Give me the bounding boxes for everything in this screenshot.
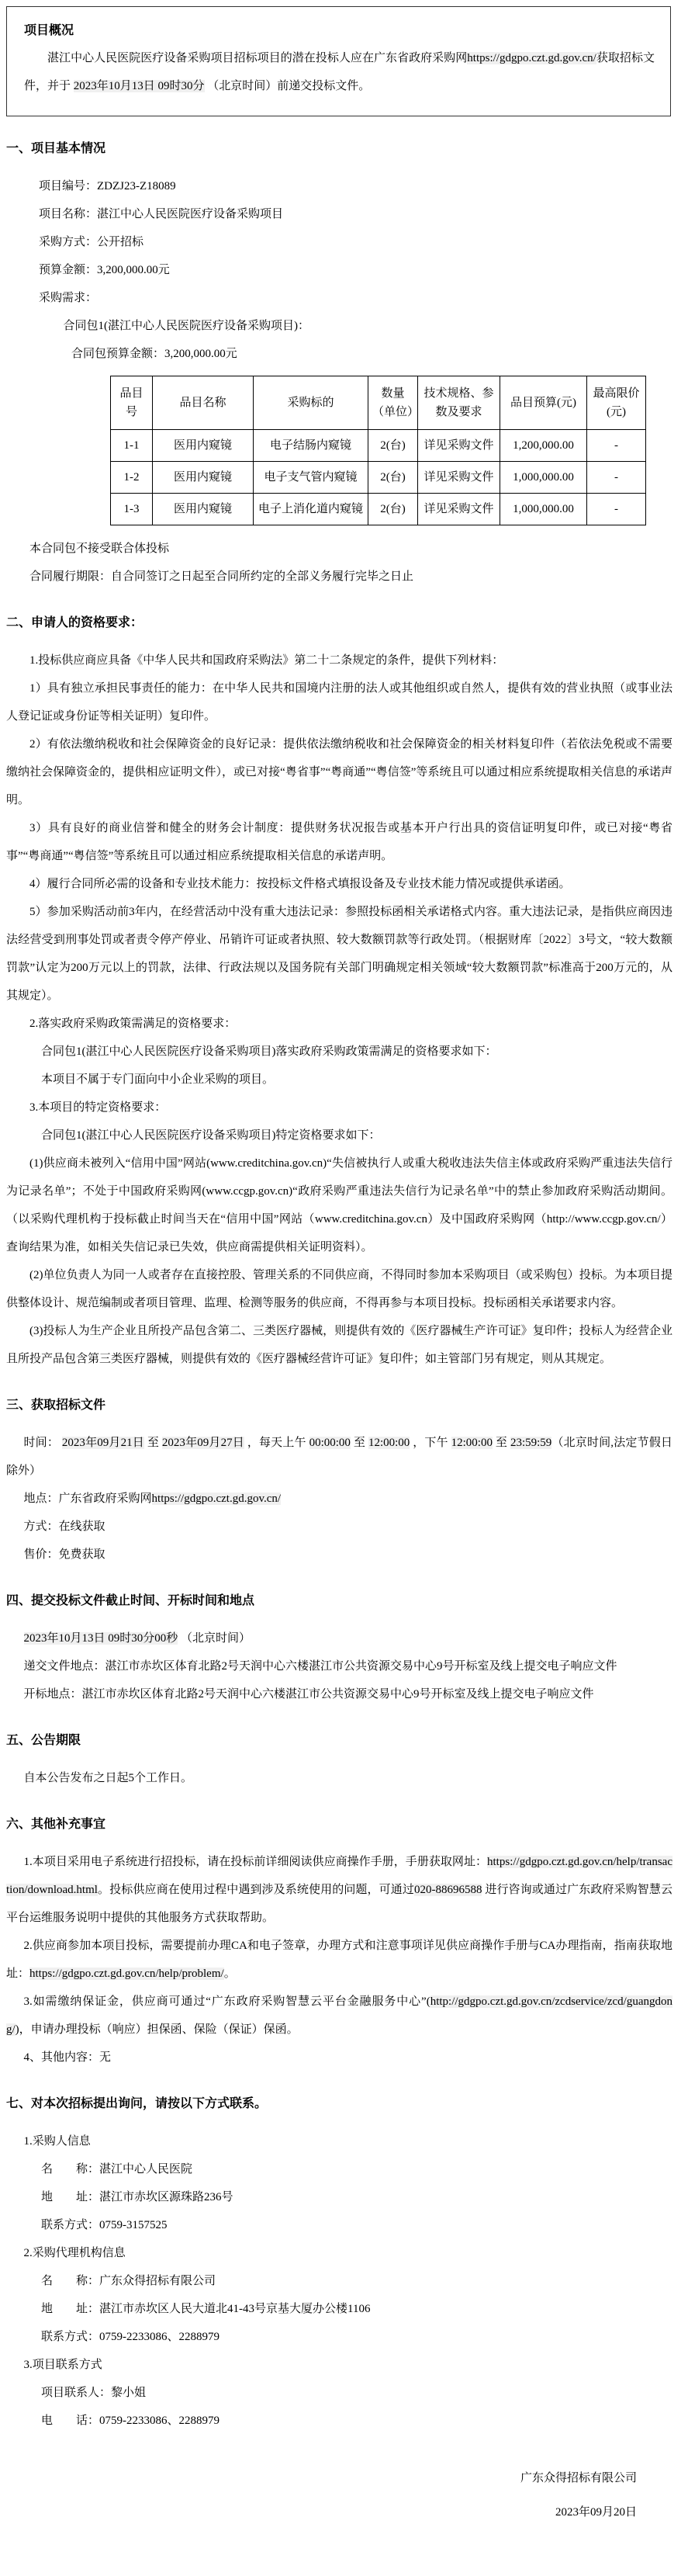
signature-block: [6, 2461, 672, 2529]
project-name-label: 项目名称：: [39, 208, 98, 220]
bid-deadline-datetime: 2023年10月13日 09时30分: [73, 80, 205, 92]
qualification-para: 4）履行合同所必需的设备和专业技术能力：按投标文件格式填报设备及专业技术能力情况或提供承诺函。: [29, 878, 571, 890]
qualification-para: 1.投标供应商应具备《中华人民共和国政府采购法》第二十二条规定的条件，提供下列材料：: [29, 654, 504, 667]
document-time-line: [6, 1429, 672, 1485]
col-header-quantity: 数量（单位）: [368, 376, 418, 430]
section2-heading: 二、申请人的资格要求：: [6, 616, 143, 629]
budget-label: 预算金额：: [39, 264, 98, 276]
table-row: [111, 494, 646, 525]
cell-item-no: 1-2: [111, 462, 153, 494]
section5-heading: 五、公告期限: [6, 1734, 81, 1747]
col-header-max-price: 最高限价(元): [587, 376, 646, 430]
project-contact-person-line: [6, 2379, 672, 2407]
agency-contact-label: 联系方式：: [41, 2331, 100, 2343]
purchaser-contact-label: 联系方式：: [41, 2219, 100, 2231]
agency-address-value: 湛江市赤坎区人民大道北41-43号京基大厦办公楼1106: [99, 2303, 371, 2315]
am-sep: 至: [350, 1437, 368, 1449]
overview-text-after-url: 获取招标文件，并于: [24, 52, 655, 92]
method-label: 方式：: [23, 1520, 59, 1533]
qualification-para: (3)投标人为生产企业且所投产品包含第二、三类医疗器械，则提供有效的《医疗器械生产许可证》复印件；投标人为经营企业且所投产品包含第三类医疗器械，则提供有效的《医疗器械经营许可证》复印件；如主管部门另有规定，则从其规定。: [6, 1325, 672, 1365]
cell-item-budget: 1,000,000.00: [500, 494, 587, 525]
purchaser-contact-value: 0759-3157525: [99, 2219, 168, 2231]
pm-to: 23:59:59: [510, 1437, 552, 1449]
qualification-para: 2.落实政府采购政策需满足的资格要求：: [29, 1018, 237, 1030]
qualification-para: (2)单位负责人为同一人或者存在直接控股、管理关系的不同供应商，不得同时参加本采购项目（或采购包）投标。为本项目提供整体设计、规范编制或者项目管理、监理、检测等服务的供应商，不得再参与本项目投标。投标函相关承诺要求内容。: [6, 1269, 672, 1309]
agency-contact-value: 0759-2233086、2288979: [99, 2331, 220, 2343]
cell-max-price: -: [587, 430, 646, 462]
supplement2-prefix: 2.供应商参加本项目投标，需要提前办理CA和电子签章，办理方式和注意事项详见供应商操作手册与CA办理指南，指南获取地址：: [6, 1940, 672, 1980]
qualification-para: 5）参加采购活动前3年内，在经营活动中没有重大违法记录：参照投标函相关承诺格式内容。重大违法记录，是指供应商因违法经营受到刑事处罚或者责令停产停业、吊销许可证或者执照、较大数额罚款等行政处罚。（根据财库〔2022〕3号文，“较大数额罚款”认定为200万元以上的罚款，法律、行政法规以及国务院有关部门明确规定相关领域“较大数额罚款”标准高于200万元的，从其规定）。: [6, 906, 672, 1002]
agency-name-value: 广东众得招标有限公司: [99, 2275, 216, 2287]
project-contact-title: 3.项目联系方式: [23, 2359, 102, 2371]
purchaser-name-line: [6, 2155, 672, 2183]
signature-org: 广东众得招标有限公司: [520, 2472, 637, 2484]
document-place-line: [6, 1485, 672, 1513]
procurement-method-label: 采购方式：: [39, 236, 98, 248]
project-number-value: ZDZJ23-Z18089: [97, 180, 176, 192]
budget-value: 3,200,000.00元: [97, 264, 170, 276]
demand-line: [6, 284, 672, 312]
no-consortium-note: 本合同包不接受联合体投标: [29, 543, 170, 555]
pm-sep: 至: [492, 1437, 510, 1449]
time-label: 时间：: [23, 1437, 62, 1449]
method-value: 在线获取: [58, 1520, 105, 1533]
procurement-items-table: [110, 376, 646, 525]
supplement3-prefix: 3.如需缴纳保证金，供应商可通过“广东政府采购智慧云平台金融服务中心”(: [23, 1995, 430, 2008]
qualification-para: 合同包1(湛江中心人民医院医疗设备采购项目)落实政府采购政策需满足的资格要求如下：: [41, 1045, 497, 1058]
project-overview-box: [6, 6, 671, 116]
cell-item-name: 医用内窥镜: [153, 430, 254, 462]
project-name-line: [6, 200, 672, 228]
qualification-para: 2）有依法缴纳税收和社会保障资金的良好记录：提供依法缴纳税收和社会保障资金的相关材料复印件（若依法免税或不需要缴纳社会保障资金的，提供相应证明文件），或已对接“粤省事”“粤商通”“粤信签”等系统且可以通过相应系统提取相关信息的承诺声明。: [6, 738, 672, 806]
cell-spec: 详见采购文件: [418, 462, 500, 494]
agency-name-line: [6, 2267, 672, 2295]
table-header-row: [111, 376, 646, 430]
agency-contact-line: [6, 2323, 672, 2351]
supplement1-prefix: 1.本项目采用电子系统进行招投标，请在投标前详细阅读供应商操作手册，手册获取网址：: [23, 1856, 488, 1868]
project-contact-phone-line: [6, 2407, 672, 2435]
table-row: [111, 430, 646, 462]
am-to: 12:00:00: [368, 1437, 410, 1449]
section3-heading: 三、获取招标文件: [6, 1399, 106, 1412]
agency-info-title: 2.采购代理机构信息: [23, 2247, 126, 2259]
submission-deadline-datetime: 2023年10月13日 09时30分00秒: [23, 1632, 178, 1645]
overview-text-end: （北京时间）前递交投标文件。: [204, 80, 371, 92]
signature-date: 2023年09月20日: [555, 2506, 637, 2519]
project-contact-phone-value: 0759-2233086、2288979: [99, 2415, 220, 2427]
supplement1-suffix: 进行咨询或通过广东政府采购智慧云平台运维服务说明中提供的其他服务方式获取帮助。: [6, 1884, 672, 1924]
budget-line: [6, 256, 672, 284]
qualification-para: 合同包1(湛江中心人民医院医疗设备采购项目)特定资格要求如下：: [41, 1129, 381, 1142]
purchaser-info-title: 1.采购人信息: [23, 2135, 91, 2148]
am-from: 00:00:00: [309, 1437, 351, 1449]
section4-heading: 四、提交投标文件截止时间、开标时间和地点: [6, 1594, 255, 1607]
cell-max-price: -: [587, 494, 646, 525]
cell-subject: 电子上消化道内窥镜: [254, 494, 368, 525]
pm-from: 12:00:00: [451, 1437, 493, 1449]
document-price-line: [6, 1541, 672, 1569]
purchaser-address-value: 湛江市赤坎区源珠路236号: [99, 2191, 233, 2203]
document-method-line: [6, 1513, 672, 1541]
submission-deadline-note: （北京时间）: [178, 1632, 251, 1645]
supplement1-mid: 。投标供应商在使用过程中遇到涉及系统使用的问题，可通过: [97, 1884, 414, 1896]
purchaser-address-label: 地 址：: [41, 2191, 100, 2203]
cell-subject: 电子结肠内窥镜: [254, 430, 368, 462]
col-header-spec: 技术规格、参数及要求: [418, 376, 500, 430]
contract-package-line: 合同包1(湛江中心人民医院医疗设备采购项目)：: [63, 320, 309, 332]
date-to: 2023年09月27日: [161, 1437, 244, 1449]
cell-spec: 详见采购文件: [418, 430, 500, 462]
submission-place-line: 递交文件地点：湛江市赤坎区体育北路2号天润中心六楼湛江市公共资源交易中心9号开标室及线上提交电子响应文件: [23, 1660, 617, 1673]
cell-item-budget: 1,000,000.00: [500, 462, 587, 494]
table-row: [111, 462, 646, 494]
project-number-label: 项目编号：: [39, 180, 98, 192]
procurement-method-value: 公开招标: [97, 236, 144, 248]
qualification-para: 1）具有独立承担民事责任的能力：在中华人民共和国境内注册的法人或其他组织或自然人，提供有效的营业执照（或事业法人登记证或身份证等相关证明）复印件。: [6, 682, 672, 723]
procurement-method-line: [6, 228, 672, 256]
col-header-item-no: 品目号: [111, 376, 153, 430]
submission-deadline-line: [6, 1624, 672, 1652]
qualification-para: 3.本项目的特定资格要求：: [29, 1101, 167, 1114]
time-mid1: ，每天上午: [244, 1437, 309, 1449]
agency-address-label: 地 址：: [41, 2303, 100, 2315]
purchaser-name-value: 湛江中心人民医院: [99, 2163, 193, 2176]
section6-heading: 六、其他补充事宜: [6, 1818, 106, 1831]
time-mid2: ，下午: [410, 1437, 451, 1449]
cell-quantity: 2(台): [368, 494, 418, 525]
cell-spec: 详见采购文件: [418, 494, 500, 525]
date-sep: 至: [143, 1437, 162, 1449]
qualification-para: (1)供应商未被列入“信用中国”网站(www.creditchina.gov.cn)“失信被执行人或重大税收违法失信主体或政府采购严重违法失信行为记录名单”；不处于中国政府采购网(www.ccgp.gov.cn)“政府采购严重违法失信行为记录名单”中的禁止参加政府采购活动期间。（以采购代理机构于投标截止时间当天在“信用中国”网站（www.creditchina.gov.cn）及中国政府采购网（http://www.ccgp.gov.cn/）查询结果为准，如相关失信记录已失效，供应商需提供相关证明资料）。: [6, 1157, 672, 1253]
price-label: 售价：: [23, 1548, 59, 1561]
contract-package-budget-line: 合同包预算金额：3,200,000.00元: [71, 348, 237, 360]
cell-quantity: 2(台): [368, 430, 418, 462]
price-value: 免费获取: [58, 1548, 105, 1561]
procurement-site-url: https://gdgpo.czt.gd.gov.cn/: [467, 52, 596, 64]
supplement-para-1: [6, 1848, 672, 1932]
place-prefix: 广东省政府采购网: [58, 1493, 152, 1505]
cell-item-name: 医用内窥镜: [153, 494, 254, 525]
supplement-para-2: [6, 1932, 672, 1988]
project-contact-person-label: 项目联系人：: [41, 2387, 112, 2399]
agency-name-label: 名 称：: [41, 2275, 100, 2287]
cell-subject: 电子支气管内窥镜: [254, 462, 368, 494]
col-header-item-name: 品目名称: [153, 376, 254, 430]
qualification-para: 3）具有良好的商业信誉和健全的财务会计制度：提供财务状况报告或基本开户行出具的资信证明复印件，或已对接“粤省事”“粤商通”“粤信签”等系统且可以通过相应系统提取相关信息的承诺声明。: [6, 822, 672, 862]
supplement3-suffix: )，申请办理投标（响应）担保函、保险（保证）保函。: [15, 2023, 299, 2036]
manual-download-url: https://gdgpo.czt.gd.gov.cn/help/transaction/download.html: [6, 1856, 672, 1896]
project-contact-person-value: 黎小姐: [111, 2387, 147, 2399]
overview-paragraph: [24, 44, 655, 100]
cell-item-no: 1-1: [111, 430, 153, 462]
supplement-para-3: [6, 1988, 672, 2044]
purchaser-contact-line: [6, 2211, 672, 2239]
cell-item-no: 1-3: [111, 494, 153, 525]
demand-label: 采购需求：: [39, 292, 98, 304]
project-name-value: 湛江中心人民医院医疗设备采购项目: [97, 208, 284, 220]
contract-period-note: 合同履行期限：自合同签订之日起至合同所约定的全部义务履行完毕之日止: [29, 570, 414, 583]
announcement-period-line: 自本公告发布之日起5个工作日。: [23, 1772, 193, 1784]
date-from: 2023年09月21日: [61, 1437, 144, 1449]
section7-heading: 七、对本次招标提出询问，请按以下方式联系。: [6, 2097, 268, 2110]
bid-opening-place-line: 开标地点：湛江市赤坎区体育北路2号天润中心六楼湛江市公共资源交易中心9号开标室及线上提交电子响应文件: [23, 1688, 594, 1701]
cell-quantity: 2(台): [368, 462, 418, 494]
col-header-item-budget: 品目预算(元): [500, 376, 587, 430]
supplement2-suffix: 。: [223, 1968, 236, 1980]
cell-max-price: -: [587, 462, 646, 494]
project-contact-phone-label: 电 话：: [41, 2415, 100, 2427]
cell-item-name: 医用内窥镜: [153, 462, 254, 494]
ca-guide-url: https://gdgpo.czt.gd.gov.cn/help/problem/: [29, 1968, 224, 1980]
section1-heading: 一、项目基本情况: [6, 142, 106, 155]
qualification-para: 本项目不属于专门面向中小企业采购的项目。: [41, 1073, 275, 1086]
cell-item-budget: 1,200,000.00: [500, 430, 587, 462]
overview-text-before-url: 湛江中心人民医院医疗设备采购项目招标项目的潜在投标人应在广东省政府采购网: [47, 52, 468, 64]
purchaser-name-label: 名 称：: [41, 2163, 100, 2176]
financial-service-url: http://gdgpo.czt.gd.gov.cn/zcdservice/zcd/guangdong/: [6, 1995, 672, 2036]
overview-heading: 项目概况: [24, 24, 74, 37]
col-header-subject: 采购标的: [254, 376, 368, 430]
support-phone: 020-88696588: [413, 1884, 482, 1896]
document-site-url: https://gdgpo.czt.gd.gov.cn/: [151, 1493, 282, 1505]
supplement-para-4: 4、其他内容：无: [23, 2051, 112, 2064]
place-label: 地点：: [23, 1493, 59, 1505]
purchaser-address-line: [6, 2183, 672, 2211]
agency-address-line: [6, 2295, 672, 2323]
project-number-line: [6, 172, 672, 200]
time-note: （北京时间,法定节假日除外）: [6, 1437, 672, 1477]
